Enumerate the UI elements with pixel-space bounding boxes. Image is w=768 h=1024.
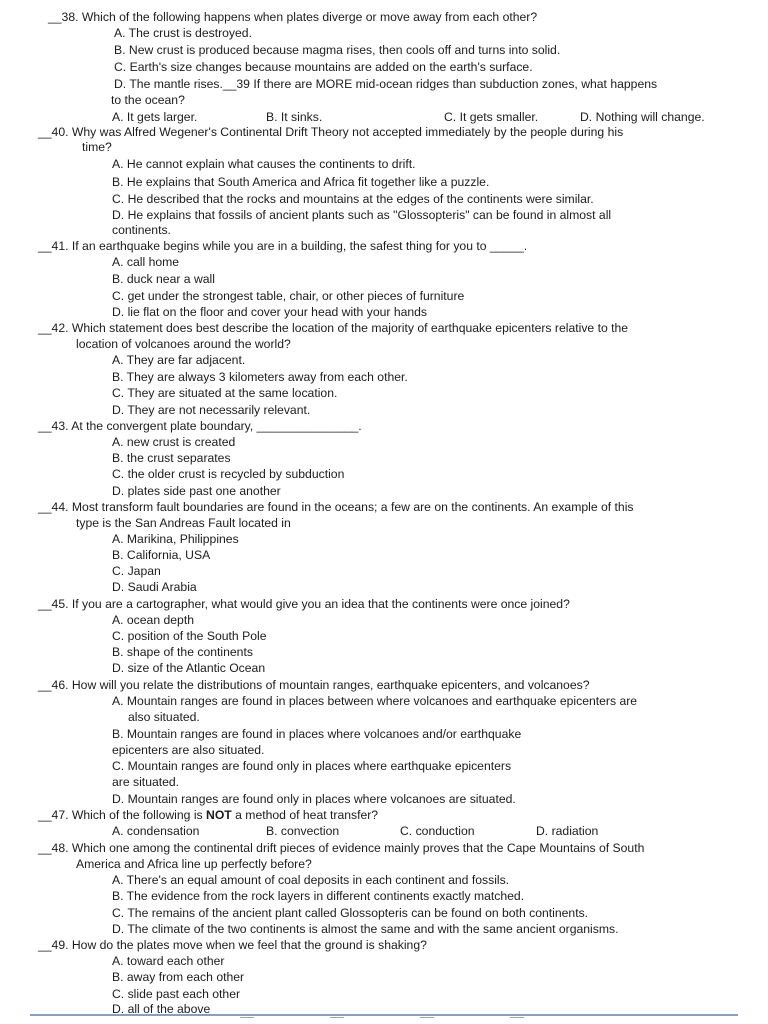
answer-option: B. They are always 3 kilometers away from each other. [112, 370, 408, 384]
answer-option: D. radiation [536, 824, 599, 838]
answer-option: A. It gets larger. [112, 110, 198, 124]
answer-option: C. They are situated at the same location. [112, 386, 338, 400]
answer-option: A. ocean depth [112, 613, 194, 627]
answer-option: B. convection [266, 824, 340, 838]
question-stem-continued: location of volcanoes around the world? [76, 337, 291, 351]
answer-option: A. They are far adjacent. [112, 353, 246, 367]
answer-option: C. slide past each other [112, 987, 241, 1001]
answer-option: to the ocean? [111, 93, 185, 107]
question-stem: __41. If an earthquake begins while you are in a building, the safest thing for you to _____. [38, 239, 528, 253]
question-stem: __43. At the convergent plate boundary, _______________. [38, 419, 362, 433]
answer-option: D. size of the Atlantic Ocean [112, 661, 266, 675]
answer-option: A. He cannot explain what causes the continents to drift. [112, 157, 416, 171]
question-stem: __46. How will you relate the distributions of mountain ranges, earthquake epicenters, and volcanoes? [38, 678, 590, 692]
bottom-mark [510, 1017, 524, 1018]
answer-option: C. the older crust is recycled by subduction [112, 467, 345, 481]
question-stem: __45. If you are a cartographer, what would give you an idea that the continents were once joined? [38, 597, 570, 611]
answer-option: D. all of the above [112, 1002, 211, 1016]
answer-option: D. They are not necessarily relevant. [112, 403, 311, 417]
answer-option: C. Mountain ranges are found only in places where earthquake epicenters [112, 759, 512, 773]
question-stem: __38. Which of the following happens when plates diverge or move away from each other? [48, 10, 538, 24]
answer-option: B. shape of the continents [112, 645, 253, 659]
question-stem: __42. Which statement does best describe the location of the majority of earthquake epicenters relative to the [38, 321, 629, 335]
question-stem: __48. Which one among the continental drift pieces of evidence mainly proves that the Cape Mountains of South [38, 841, 645, 855]
answer-option: epicenters are also situated. [112, 743, 265, 757]
answer-option: B. The evidence from the rock layers in different continents exactly matched. [112, 889, 525, 903]
answer-option: A. condensation [112, 824, 200, 838]
answer-option: D. The climate of the two continents is almost the same and with the same ancient organisms. [112, 922, 619, 936]
answer-option: also situated. [128, 710, 200, 724]
question-stem: __49. How do the plates move when we feel that the ground is shaking? [38, 938, 427, 952]
question-stem: __40. Why was Alfred Wegener's Continental Drift Theory not accepted immediately by the people during his [38, 125, 624, 139]
answer-option: C. conduction [400, 824, 475, 838]
emphasis-text: NOT [206, 808, 232, 822]
answer-option: C. It gets smaller. [444, 110, 539, 124]
answer-option: D. Mountain ranges are found only in places where volcanoes are situated. [112, 792, 516, 806]
answer-option: B. the crust separates [112, 451, 231, 465]
question-stem-continued: type is the San Andreas Fault located in [76, 516, 291, 530]
answer-option: B. California, USA [112, 548, 211, 562]
answer-option: B. Mountain ranges are found in places where volcanoes and/or earthquake [112, 727, 522, 741]
answer-option: B. It sinks. [266, 110, 323, 124]
question-stem-continued: America and Africa line up perfectly before? [76, 857, 312, 871]
question-stem: __44. Most transform fault boundaries are found in the oceans; a few are on the continents. An example of this [38, 500, 634, 514]
answer-option: A. call home [112, 255, 180, 269]
answer-option: A. Mountain ranges are found in places between where volcanoes and earthquake epicenters are [112, 694, 638, 708]
bottom-mark [330, 1017, 344, 1018]
answer-option: are situated. [112, 775, 180, 789]
bottom-mark [240, 1017, 254, 1018]
answer-option: D. The mantle rises.__39 If there are MORE mid-ocean ridges than subduction zones, what happens [114, 77, 658, 91]
answer-option: B. away from each other [112, 970, 245, 984]
answer-option: B. He explains that South America and Africa fit together like a puzzle. [112, 175, 490, 189]
answer-option: C. The remains of the ancient plant called Glossopteris can be found on both continents. [112, 906, 589, 920]
answer-option: C. position of the South Pole [112, 629, 267, 643]
answer-option: D. Nothing will change. [580, 110, 705, 124]
answer-option: D. Saudi Arabia [112, 580, 197, 594]
answer-option: C. He described that the rocks and mountains at the edges of the continents were similar. [112, 192, 594, 206]
answer-option: B. duck near a wall [112, 272, 215, 286]
bottom-mark [420, 1017, 434, 1018]
answer-option: A. The crust is destroyed. [114, 26, 252, 40]
answer-option: C. Japan [112, 564, 161, 578]
answer-option: A. Marikina, Philippines [112, 532, 239, 546]
page-bottom-marks [240, 1017, 540, 1023]
answer-option: continents. [112, 223, 171, 237]
answer-option: A. There's an equal amount of coal deposits in each continent and fossils. [112, 873, 510, 887]
answer-option: A. toward each other [112, 954, 225, 968]
answer-option: A. new crust is created [112, 435, 236, 449]
page-bottom-rule [30, 1014, 738, 1016]
answer-option: B. New crust is produced because magma rises, then cools off and turns into solid. [114, 43, 561, 57]
question-stem-continued: time? [82, 140, 112, 154]
answer-option: C. get under the strongest table, chair, or other pieces of furniture [112, 289, 465, 303]
answer-option: D. He explains that fossils of ancient plants such as "Glossopteris" can be found in almost all [112, 208, 612, 222]
answer-option: C. Earth's size changes because mountains are added on the earth's surface. [114, 60, 533, 74]
question-stem: __47. Which of the following is NOT a method of heat transfer? [38, 808, 379, 822]
answer-option: D. plates side past one another [112, 484, 281, 498]
answer-option: D. lie flat on the floor and cover your head with your hands [112, 305, 428, 319]
